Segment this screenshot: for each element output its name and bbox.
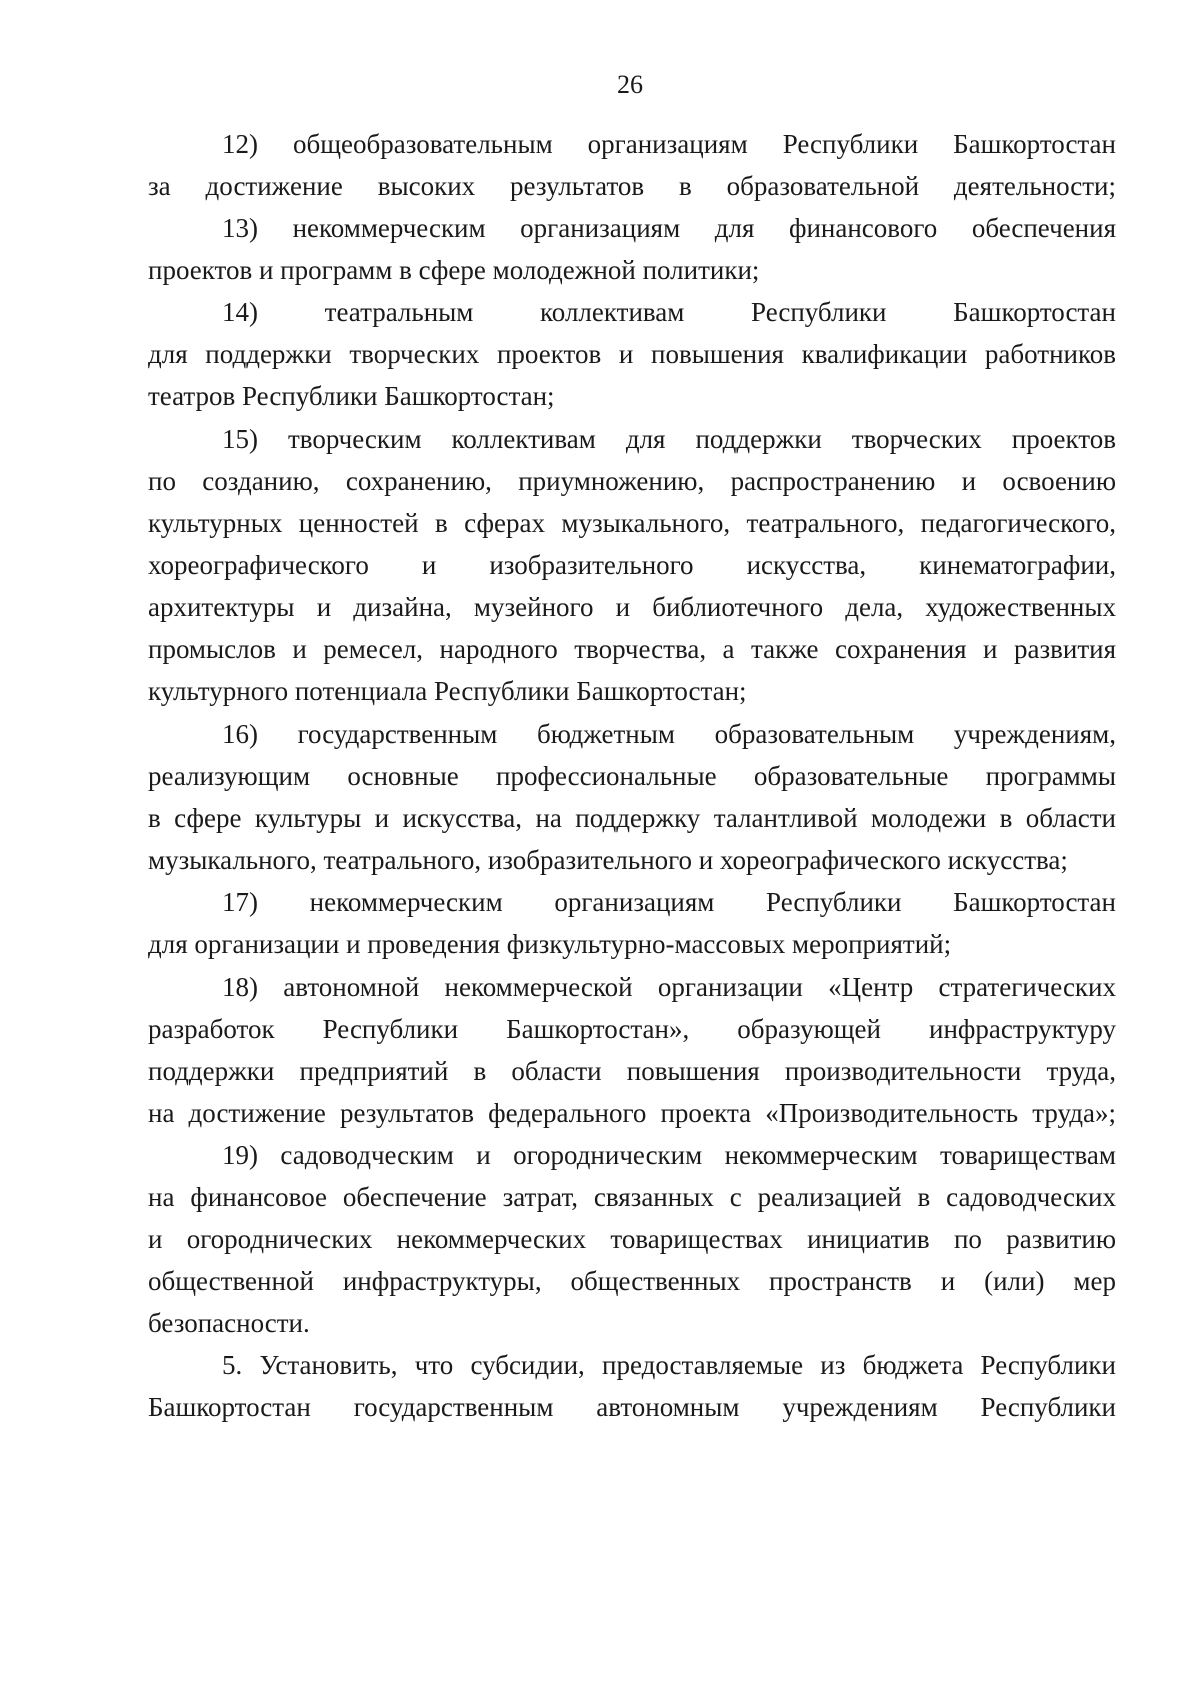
text-line: 13) некоммерческим организациям для финансового обеспечения xyxy=(222,213,1116,243)
text-line: 18) автономной некоммерческой организации «Центр стратегических xyxy=(222,972,1116,1002)
text-line: для организации и проведения физкультурно-массовых мероприятий; xyxy=(148,929,952,959)
text-line: реализующим основные профессиональные образовательные программы xyxy=(148,761,1116,791)
text-line: на достижение результатов федерального проекта «Производительность труда»; xyxy=(148,1098,1116,1128)
text-line: поддержки предприятий в области повышения производительности труда, xyxy=(148,1056,1116,1086)
text-line: 5. Установить, что субсидии, предоставляемые из бюджета Республики xyxy=(222,1350,1116,1380)
text-line: музыкального, театрального, изобразительного и хореографического искусства; xyxy=(148,845,1068,875)
text-line: 15) творческим коллективам для поддержки творческих проектов xyxy=(222,424,1116,454)
text-line: архитектуры и дизайна, музейного и библиотечного дела, художественных xyxy=(148,592,1116,622)
text-line: разработок Республики Башкортостан», образующей инфраструктуру xyxy=(148,1014,1116,1044)
text-line: 16) государственным бюджетным образовательным учреждениям, xyxy=(222,719,1116,749)
text-line: Башкортостан государственным автономным учреждениям Республики xyxy=(148,1392,1116,1422)
text-line: за достижение высоких результатов в образовательной деятельности; xyxy=(148,171,1116,201)
text-line: безопасности. xyxy=(148,1308,310,1338)
text-line: промыслов и ремесел, народного творчества, а также сохранения и развития xyxy=(148,634,1116,664)
text-line: в сфере культуры и искусства, на поддержку талантливой молодежи в области xyxy=(148,803,1116,833)
text-line: 17) некоммерческим организациям Республики Башкортостан xyxy=(222,887,1116,917)
text-line: общественной инфраструктуры, общественных пространств и (или) мер xyxy=(148,1266,1116,1296)
text-line: культурных ценностей в сферах музыкального, театрального, педагогического, xyxy=(148,508,1116,538)
text-line: культурного потенциала Республики Башкортостан; xyxy=(148,676,747,706)
text-line: проектов и программ в сфере молодежной политики; xyxy=(148,255,760,285)
text-line: театров Республики Башкортостан; xyxy=(148,381,555,411)
text-line: 19) садоводческим и огородническим некоммерческим товариществам xyxy=(222,1140,1116,1170)
text-line: и огороднических некоммерческих товариществах инициатив по развитию xyxy=(148,1224,1116,1254)
text-line: для поддержки творческих проектов и повышения квалификации работников xyxy=(148,339,1116,369)
page-number: 26 xyxy=(617,70,643,99)
text-line: по созданию, сохранению, приумножению, распространению и освоению xyxy=(148,466,1116,496)
text-line: хореографического и изобразительного искусства, кинематографии, xyxy=(148,550,1116,580)
text-line: 12) общеобразовательным организациям Республики Башкортостан xyxy=(222,129,1116,159)
text-line: 14) театральным коллективам Республики Башкортостан xyxy=(222,297,1116,327)
text-line: на финансовое обеспечение затрат, связанных с реализацией в садоводческих xyxy=(148,1182,1116,1212)
